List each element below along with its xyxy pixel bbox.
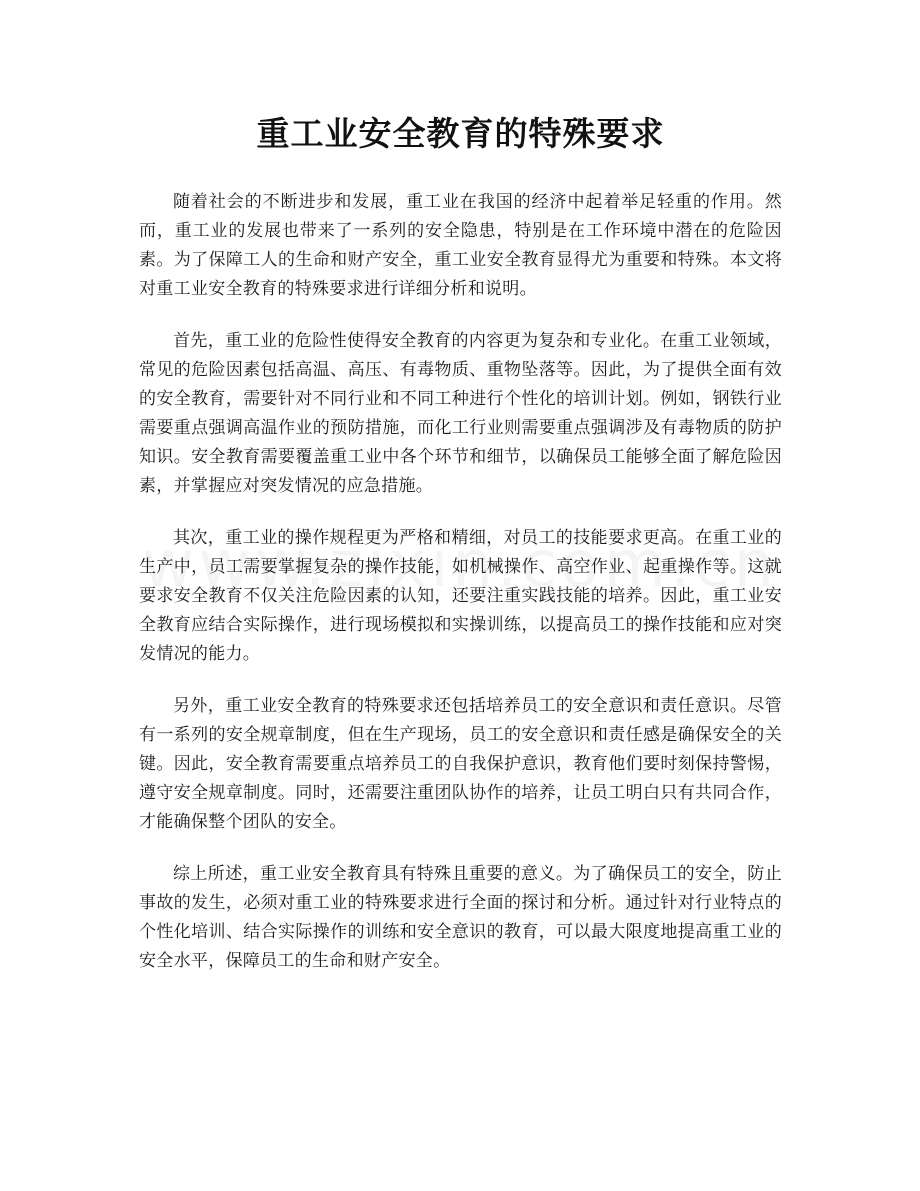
paragraph-1: 随着社会的不断进步和发展，重工业在我国的经济中起着举足轻重的作用。然而，重工业的发展也带来了一系列的安全隐患，特别是在工作环境中潜在的危险因素。为了保障工人的生命和财产安全，重工业安全教育显得尤为重要和特殊。本文将对重工业安全教育的特殊要求进行详细分析和说明。 (139, 192, 782, 299)
paragraph-3: 其次，重工业的操作规程更为严格和精细，对员工的技能要求更高。在重工业的生产中，员工需要掌握复杂的操作技能，如机械操作、高空作业、起重操作等。这就要求安全教育不仅关注危险因素的认知，还要注重实践技能的培养。因此，重工业安全教育应结合实际操作，进行现场模拟和实操训练，以提高员工的操作技能和应对突发情况的能力。 (139, 528, 782, 664)
paragraph-4: 另外，重工业安全教育的特殊要求还包括培养员工的安全意识和责任意识。尽管有一系列的安全规章制度，但在生产现场，员工的安全意识和责任感是确保安全的关键。因此，安全教育需要重点培养员工的自我保护意识，教育他们要时刻保持警惕，遵守安全规章制度。同时，还需要注重团队协作的培养，让员工明白只有共同合作，才能确保整个团队的安全。 (139, 696, 782, 832)
paragraph-2: 首先，重工业的危险性使得安全教育的内容更为复杂和专业化。在重工业领域，常见的危险因素包括高温、高压、有毒物质、重物坠落等。因此，为了提供全面有效的安全教育，需要针对不同行业和不同工种进行个性化的培训计划。例如，钢铁行业需要重点强调高温作业的预防措施，而化工行业则需要重点强调涉及有毒物质的防护知识。安全教育需要覆盖重工业中各个环节和细节，以确保员工能够全面了解危险因素，并掌握应对突发情况的应急措施。 (139, 331, 782, 496)
paragraph-5: 综上所述，重工业安全教育具有特殊且重要的意义。为了确保员工的安全，防止事故的发生，必须对重工业的特殊要求进行全面的探讨和分析。通过针对行业特点的个性化培训、结合实际操作的训练和安全意识的教育，可以最大限度地提高重工业的安全水平，保障员工的生命和财产安全。 (139, 864, 782, 971)
document-title: 重工业安全教育的特殊要求 (256, 114, 665, 153)
document-body (139, 188, 782, 976)
